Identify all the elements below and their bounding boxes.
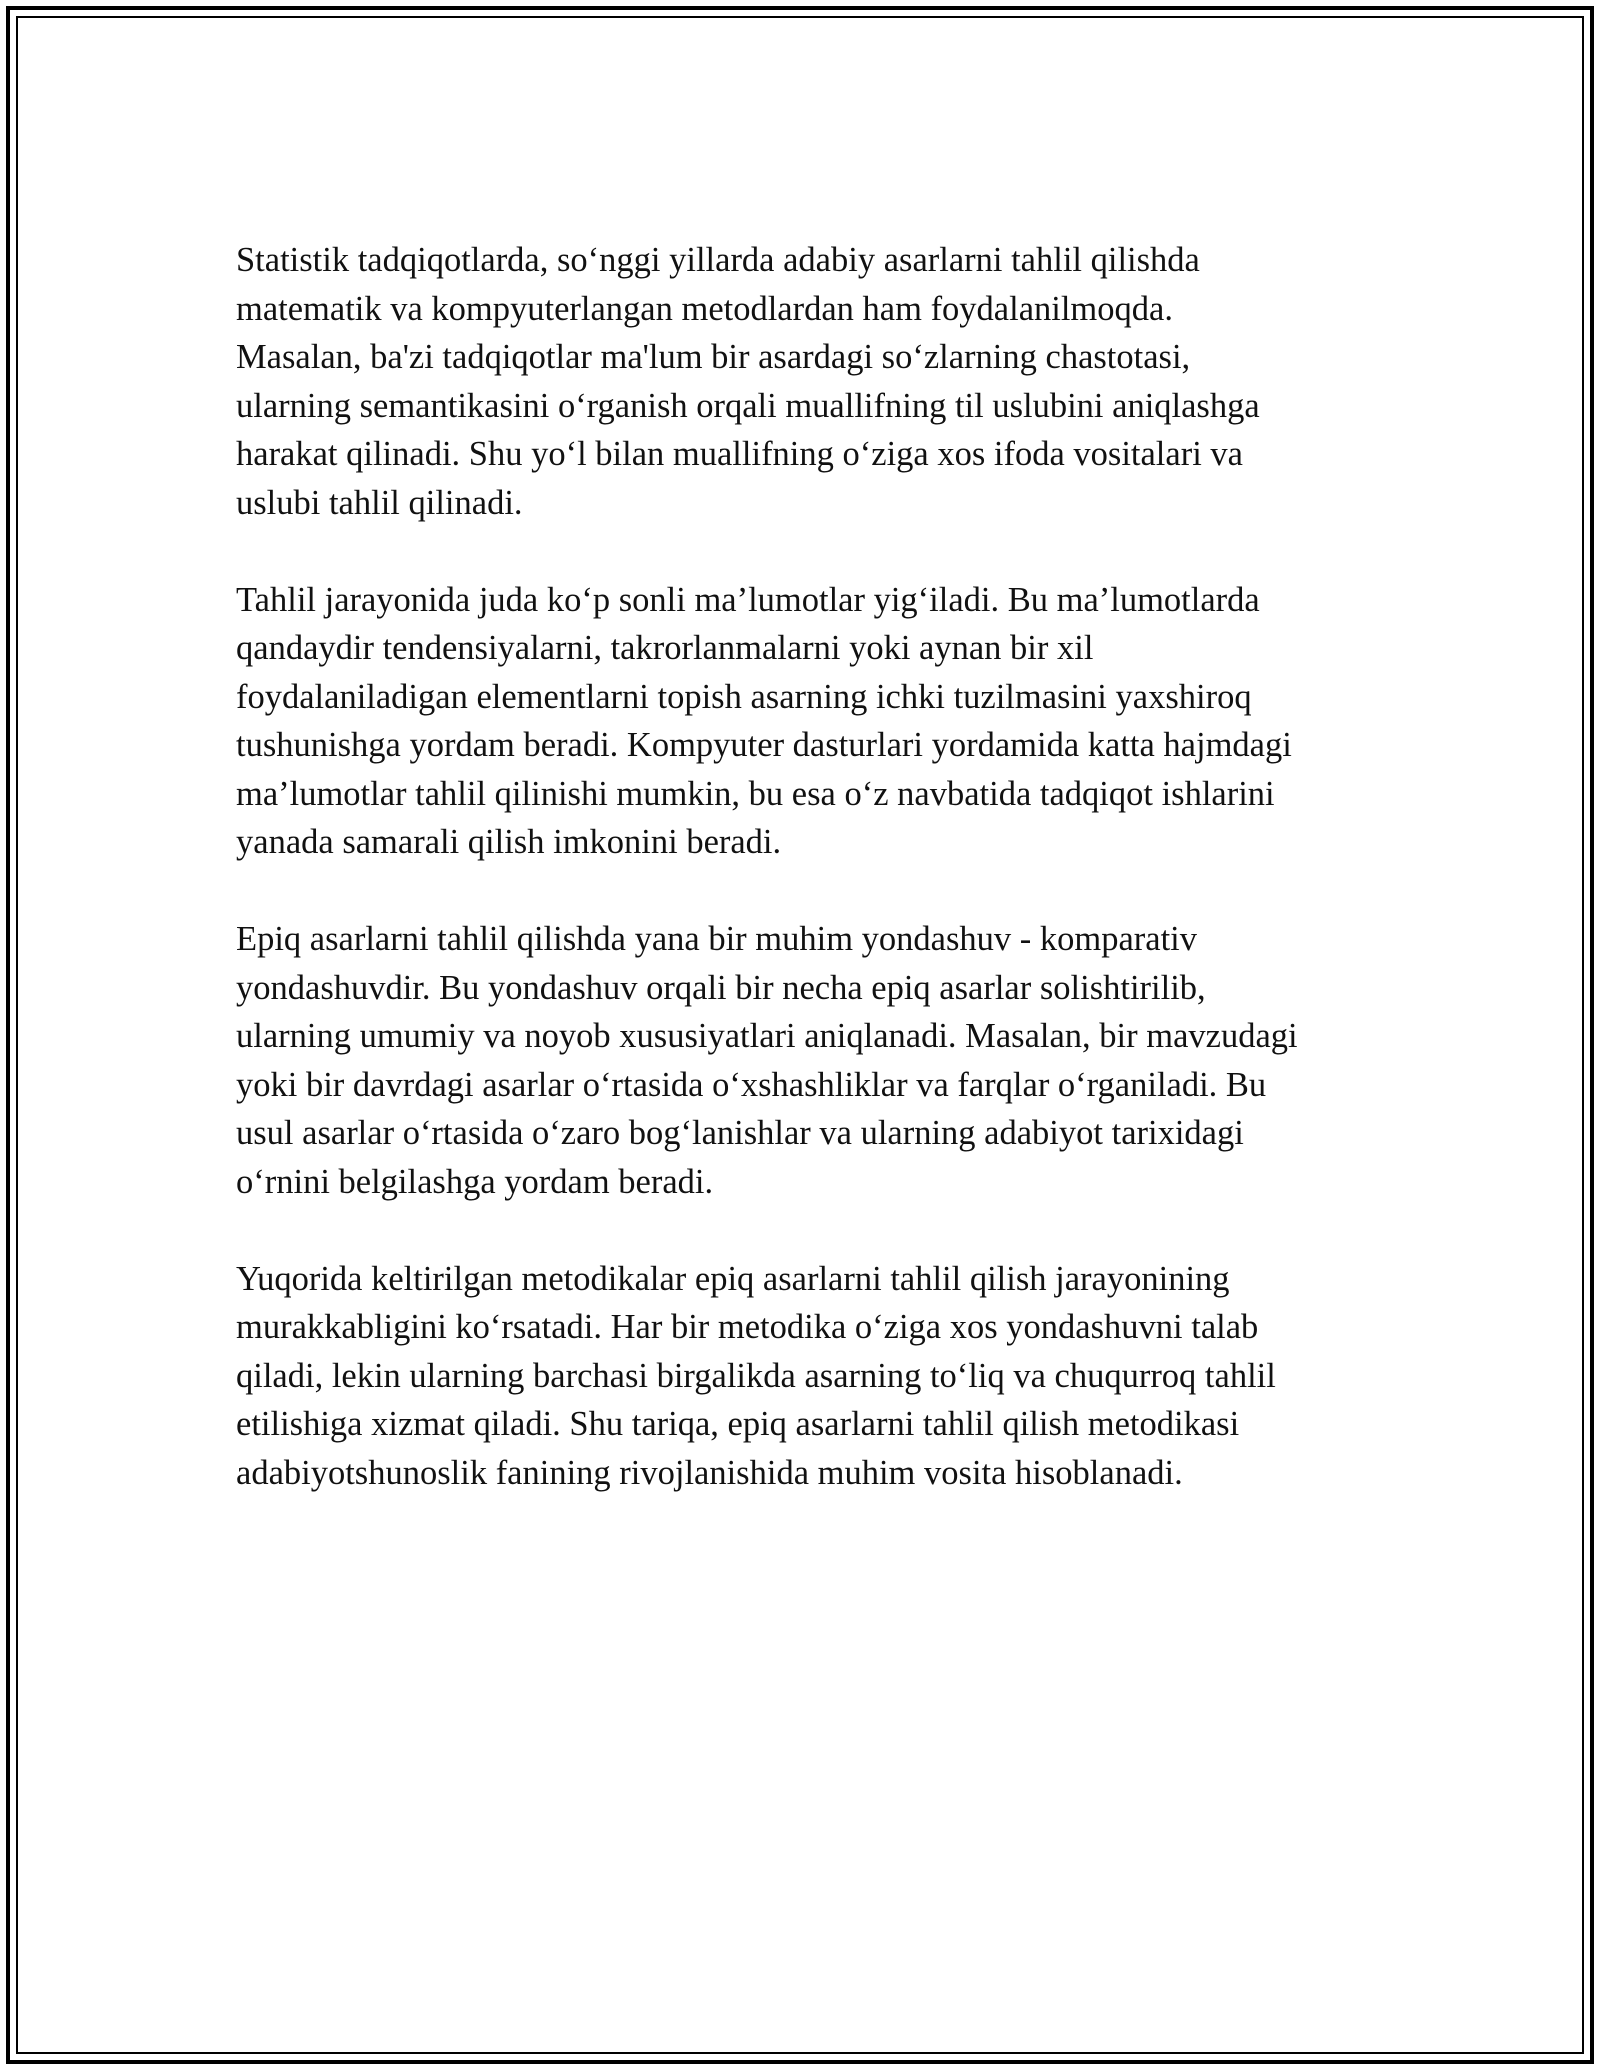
paragraph-1 [236,236,1386,527]
document-body [236,236,1386,1546]
text-line: yanada samarali qilish imkonini beradi. [236,823,782,861]
text-line: ularning semantikasini o‘rganish orqali muallifning til uslubini aniqlashga [236,386,1260,425]
text-line: adabiyotshunoslik fanining rivojlanishida muhim vosita hisoblanadi. [236,1453,1183,1492]
text-line: Statistik tadqiqotlarda, so‘nggi yillarda adabiy asarlarni tahlil qilishda [236,241,1200,279]
paragraph-2 [236,576,1386,867]
text-line: murakkabligini ko‘rsatadi. Har bir metodika o‘ziga xos yondashuvni talab [236,1308,1259,1346]
text-line: foydalaniladigan elementlarni topish asarning ichki tuzilmasini yaxshiroq [236,677,1252,716]
text-line: ularning umumiy va noyob xususiyatlari aniqlanadi. Masalan, bir mavzudagi [236,1017,1298,1055]
text-line: Epiq asarlarni tahlil qilishda yana bir muhim yondashuv - komparativ [236,920,1197,958]
text-line: usul asarlar o‘rtasida o‘zaro bog‘lanishlar va ularning adabiyot tarixidagi [236,1114,1244,1152]
text-line: qandaydir tendensiyalarni, takrorlanmalarni yoki aynan bir xil [236,629,1094,667]
text-line: Yuqorida keltirilgan metodikalar epiq asarlarni tahlil qilish jarayonining [236,1259,1230,1298]
text-line: ma’lumotlar tahlil qilinishi mumkin, bu esa o‘z navbatida tadqiqot ishlarini [236,774,1275,813]
text-line: tushunishga yordam beradi. Kompyuter dasturlari yordamida katta hajmdagi [236,726,1292,764]
text-line: o‘rnini belgilashga yordam beradi. [236,1162,714,1201]
text-line: matematik va kompyuterlangan metodlardan ham foydalanilmoqda. [236,289,1173,328]
text-line: Tahlil jarayonida juda ko‘p sonli ma’lumotlar yig‘iladi. Bu ma’lumotlarda [236,580,1260,619]
text-line: etilishiga xizmat qiladi. Shu tariqa, epiq asarlarni tahlil qilish metodikasi [236,1405,1240,1443]
text-line: Masalan, ba'zi tadqiqotlar ma'lum bir asardagi so‘zlarning chastotasi, [236,338,1191,376]
text-line: uslubi tahlil qilinadi. [236,483,523,522]
text-line: qiladi, lekin ularning barchasi birgalikda asarning to‘liq va chuqurroq tahlil [236,1356,1276,1395]
text-line: yondashuvdir. Bu yondashuv orqali bir necha epiq asarlar solishtirilib, [236,968,1206,1007]
text-line: harakat qilinadi. Shu yo‘l bilan muallifning o‘ziga xos ifoda vositalari va [236,435,1243,473]
text-line: yoki bir davrdagi asarlar o‘rtasida o‘xshashliklar va farqlar o‘rganiladi. Bu [236,1065,1267,1104]
paragraph-3 [236,915,1386,1206]
paragraph-4 [236,1255,1386,1498]
